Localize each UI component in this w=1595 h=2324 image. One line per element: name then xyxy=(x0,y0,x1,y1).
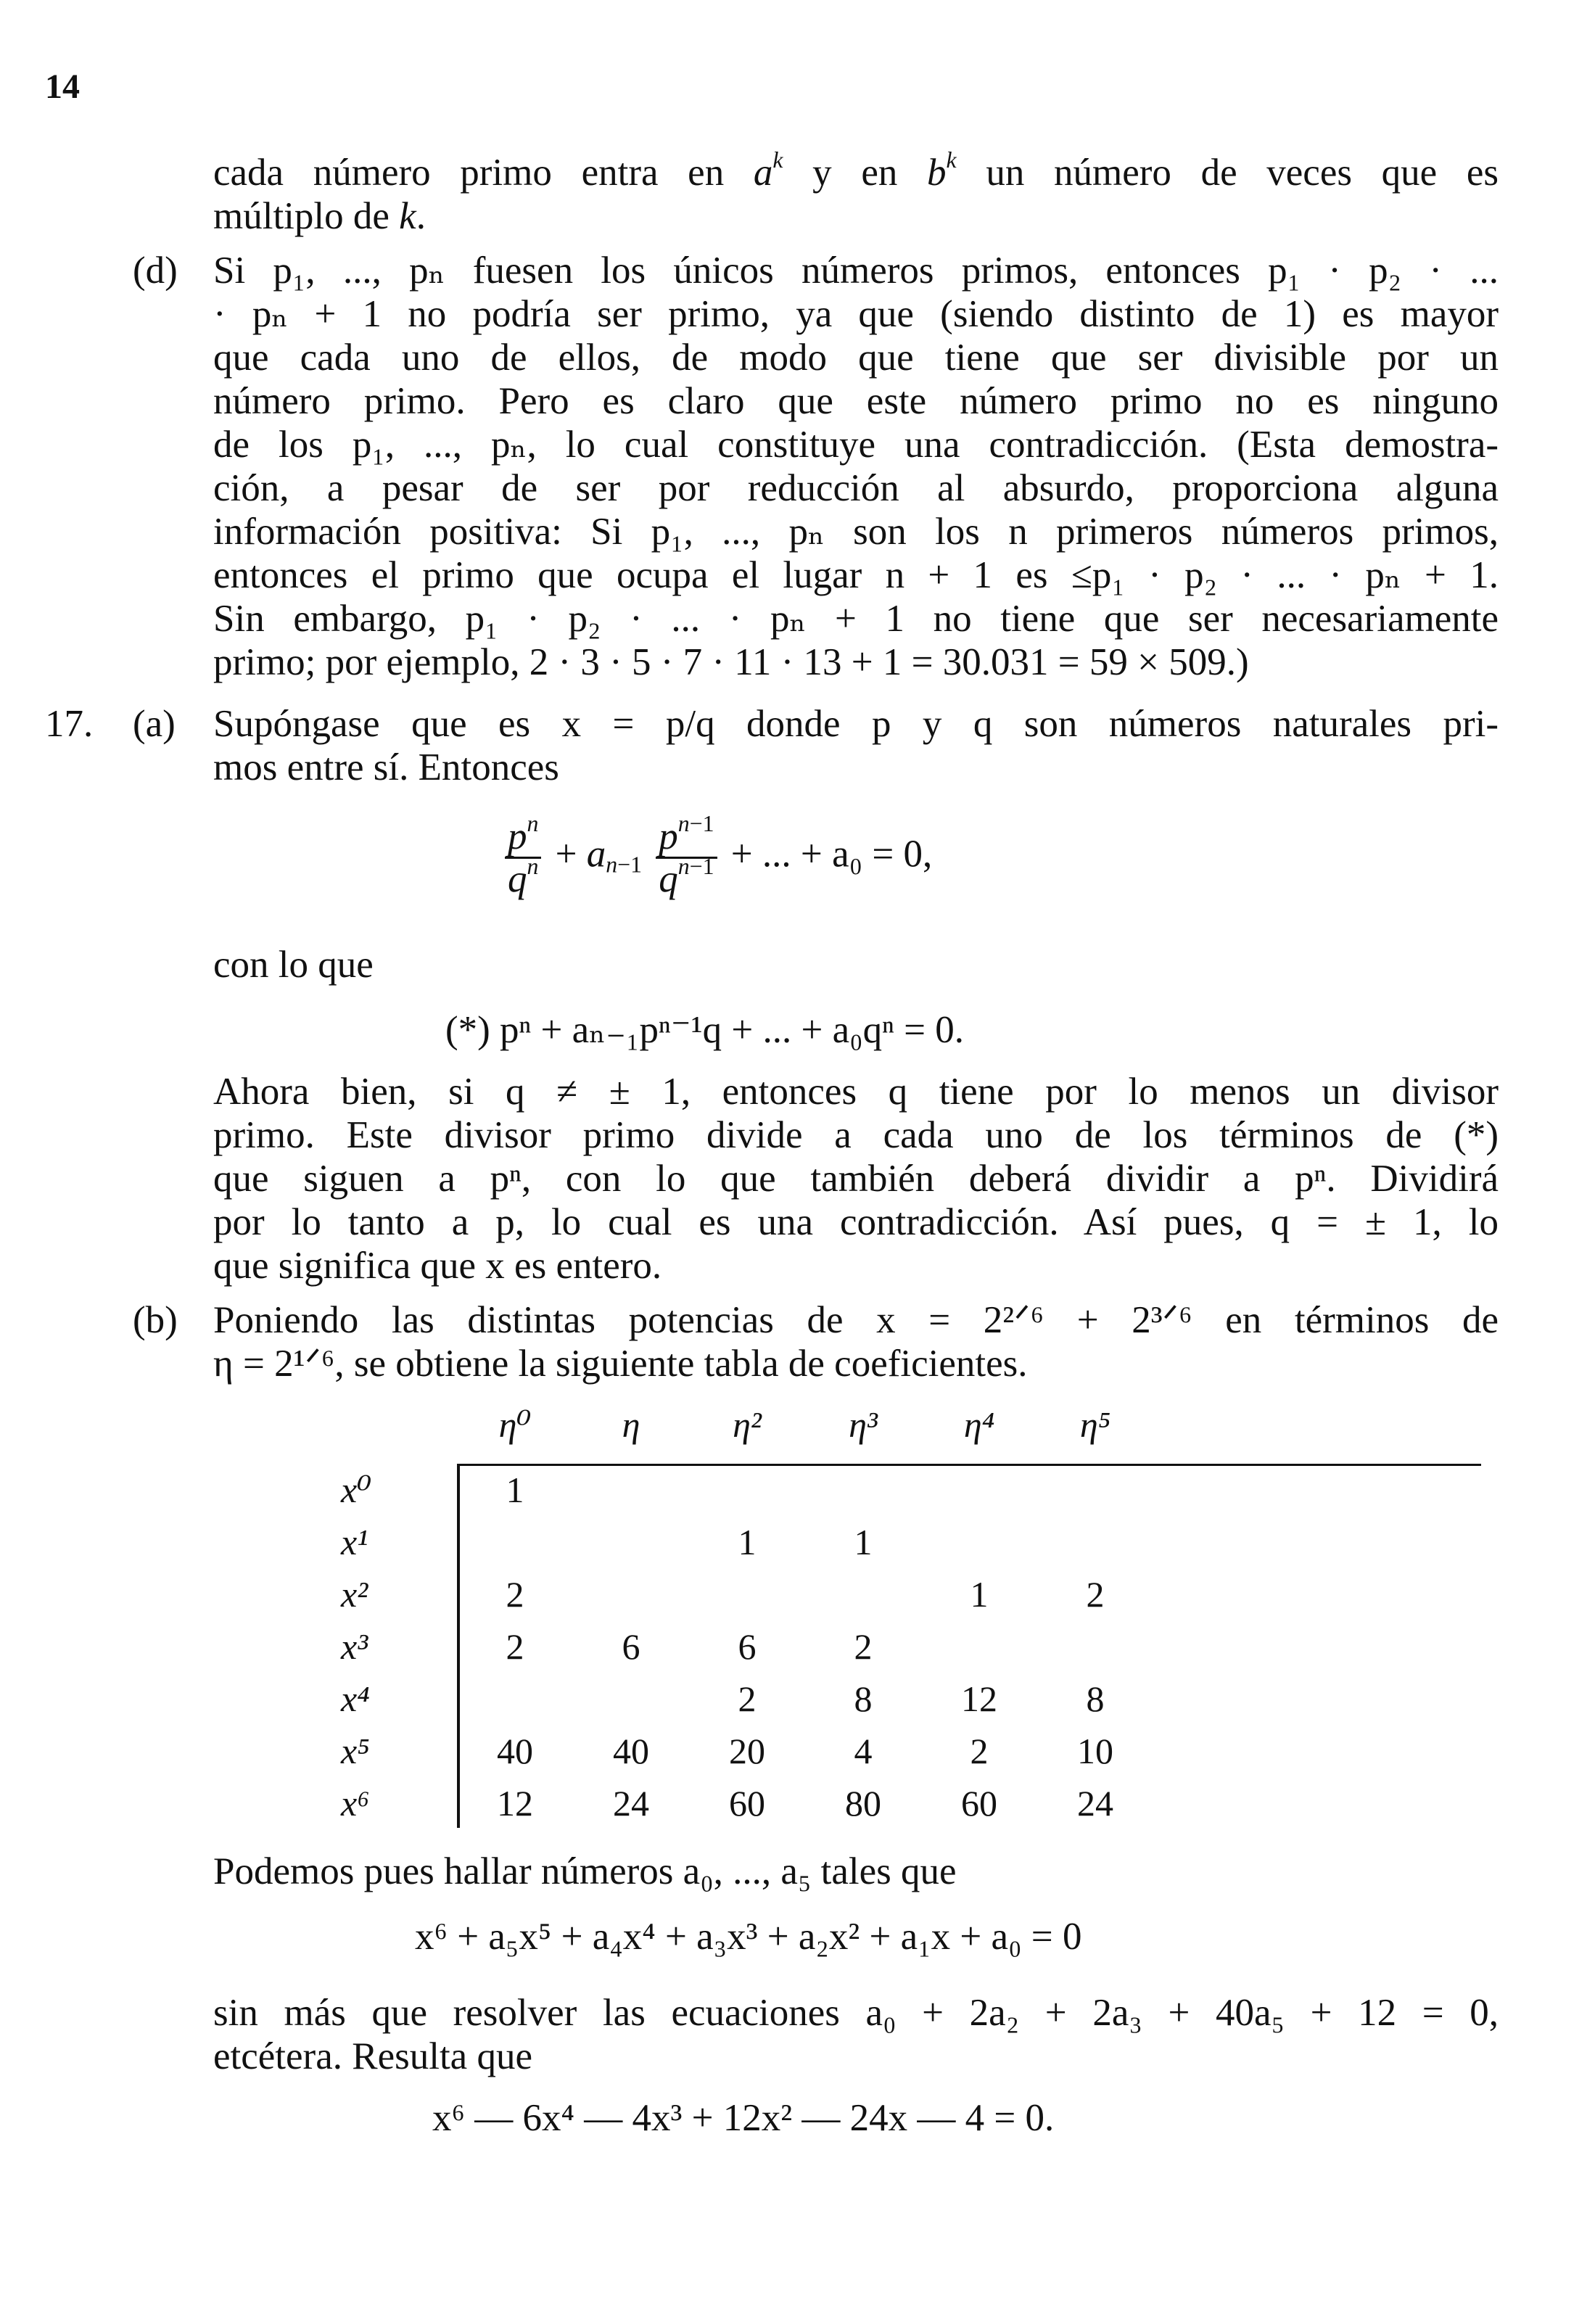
table-cell xyxy=(689,1568,805,1620)
table-cell xyxy=(573,1516,689,1568)
table-cell: 1 xyxy=(854,1522,873,1562)
table-row-label: x³ xyxy=(341,1626,368,1667)
table-cell: 12 xyxy=(497,1783,533,1824)
problem-17-number: 17. xyxy=(45,703,94,745)
table-cell xyxy=(573,1673,689,1725)
table-cell xyxy=(921,1620,1037,1673)
table-cell: 4 xyxy=(854,1731,873,1771)
table-cell xyxy=(573,1464,689,1516)
fraction-p-n-over-q-n: $\frac{p^n}{q^n}$ xyxy=(505,816,541,899)
table-row xyxy=(341,1777,1153,1829)
table-cell: 24 xyxy=(613,1783,649,1824)
table-cell: 1 xyxy=(970,1574,989,1615)
table-cell: 40 xyxy=(497,1731,533,1771)
table-col-header: η⁰ xyxy=(498,1404,532,1445)
table-row xyxy=(341,1725,1153,1777)
part-d-line-8: entonces el primo que ocupa el lugar n + 1 es ≤p₁ · p₂ · ... · pₙ + 1. xyxy=(213,554,1499,596)
part-b-line-1: Poniendo las distintas potencias de x = 2²ᐟ⁶ + 2³ᐟ⁶ en términos de xyxy=(213,1299,1499,1341)
table-row-label: x⁶ xyxy=(341,1783,370,1824)
part-d-line-5: de los p₁, ..., pₙ, lo cual constituye una contradicción. (Esta demostra- xyxy=(213,424,1499,466)
table-cell xyxy=(805,1464,921,1516)
con-lo-que: con lo que xyxy=(213,944,374,986)
part-d-line-2: · pₙ + 1 no podría ser primo, ya que (siendo distinto de 1) es mayor xyxy=(213,293,1499,335)
part-d-line-1: Si p₁, ..., pₙ fuesen los únicos números primos, entonces p₁ · p₂ · ... xyxy=(213,250,1499,292)
part-b-label: (b) xyxy=(133,1299,178,1341)
part-b-line-c-1: sin más que resolver las ecuaciones a₀ + 2a₂ + 2a₃ + 40a₅ + 12 = 0, xyxy=(213,1992,1499,2034)
part-a-label: (a) xyxy=(133,703,176,745)
table-cell: 2 xyxy=(506,1626,524,1667)
equation-3: x⁶ + a₅x⁵ + a₄x⁴ + a₃x³ + a₂x² + a₁x + a₀ = 0 xyxy=(415,1916,1082,1958)
table-row-label: x² xyxy=(341,1574,368,1615)
table-row-label: x¹ xyxy=(341,1522,368,1562)
table-row xyxy=(341,1516,1153,1568)
table-cell xyxy=(689,1464,805,1516)
after-table-text: Podemos pues hallar números a₀, ..., a₅ tales que xyxy=(213,1850,957,1892)
part-a-line-b-5: que significa que x es entero. xyxy=(213,1245,662,1287)
table-row xyxy=(341,1568,1153,1620)
table-col-header: η² xyxy=(733,1404,762,1445)
table-cell: 60 xyxy=(729,1783,765,1824)
table-cell: 20 xyxy=(729,1731,765,1771)
table-cell: 8 xyxy=(854,1678,873,1719)
equation-4: x⁶ — 6x⁴ — 4x³ + 12x² — 24x — 4 = 0. xyxy=(432,2097,1055,2139)
table-cell xyxy=(457,1673,573,1725)
part-a-line-1: Supóngase que es x = p/q donde p y q son números naturales pri- xyxy=(213,703,1499,745)
table-cell xyxy=(457,1516,573,1568)
part-a-line-b-1: Ahora bien, si q ≠ ± 1, entonces q tiene por lo menos un divisor xyxy=(213,1071,1499,1113)
table-cell: 12 xyxy=(961,1678,997,1719)
part-a-line-2: mos entre sí. Entonces xyxy=(213,746,559,788)
intro-line-2: múltiplo de k. xyxy=(213,195,426,237)
table-row xyxy=(341,1673,1153,1725)
part-d-label: (d) xyxy=(133,250,178,292)
table-cell xyxy=(1037,1620,1153,1673)
part-d-line-9: Sin embargo, p₁ · p₂ · ... · pₙ + 1 no tiene que ser necesariamente xyxy=(213,598,1499,640)
table-row-label: x⁴ xyxy=(341,1678,370,1719)
table-row xyxy=(341,1464,1153,1516)
table-cell: 2 xyxy=(1086,1574,1105,1615)
part-a-line-b-2: primo. Este divisor primo divide a cada uno de los términos de (*) xyxy=(213,1114,1499,1156)
coefficient-table xyxy=(341,1398,1153,1829)
part-d-line-6: ción, a pesar de ser por reducción al absurdo, proporciona alguna xyxy=(213,467,1499,509)
table-cell: 8 xyxy=(1086,1678,1105,1719)
table-cell xyxy=(1037,1464,1153,1516)
equation-1: $\frac{p^n}{q^n}$ + $a_{n-1}$ $\frac{p^{n-1}}{q^{n-1}}$ + ... + a₀ = 0, xyxy=(500,816,932,899)
table-cell: 24 xyxy=(1077,1783,1113,1824)
table-row xyxy=(341,1620,1153,1673)
table-col-header: η xyxy=(622,1404,640,1445)
table-cell xyxy=(573,1568,689,1620)
table-cell xyxy=(805,1568,921,1620)
table-cell xyxy=(921,1464,1037,1516)
table-row-label: x⁵ xyxy=(341,1731,370,1771)
intro-line-1: cada número primo entra en $a^k$ y en $b^k$ un número de veces que es xyxy=(213,147,1499,194)
table-col-header: η³ xyxy=(849,1404,878,1445)
part-d-line-10: primo; por ejemplo, 2 · 3 · 5 · 7 · 11 · 13 + 1 = 30.031 = 59 × 509.) xyxy=(213,641,1249,683)
page-number: 14 xyxy=(45,67,80,106)
table-cell: 2 xyxy=(506,1574,524,1615)
table-cell: 80 xyxy=(845,1783,881,1824)
part-b-line-2: η = 2¹ᐟ⁶, se obtiene la siguiente tabla de coeficientes. xyxy=(213,1343,1028,1385)
table-row-label: x⁰ xyxy=(341,1470,372,1510)
table-col-header: η⁴ xyxy=(963,1404,995,1445)
table-cell xyxy=(1037,1516,1153,1568)
part-a-line-b-4: por lo tanto a p, lo cual es una contradicción. Así pues, q = ± 1, lo xyxy=(213,1201,1499,1243)
table-cell: 1 xyxy=(738,1522,757,1562)
table-cell: 1 xyxy=(506,1470,524,1510)
table-cell: 60 xyxy=(961,1783,997,1824)
part-a-line-b-3: que siguen a pⁿ, con lo que también deberá dividir a pⁿ. Dividirá xyxy=(213,1158,1499,1200)
table-cell: 2 xyxy=(854,1626,873,1667)
fraction-p-n1-over-q-n1: $\frac{p^{n-1}}{q^{n-1}}$ xyxy=(656,816,717,899)
table-cell: 2 xyxy=(970,1731,989,1771)
table-cell: 2 xyxy=(738,1678,757,1719)
part-d-line-7: información positiva: Si p₁, ..., pₙ son los n primeros números primos, xyxy=(213,511,1499,553)
part-d-line-4: número primo. Pero es claro que este número primo no es ninguno xyxy=(213,380,1499,422)
equation-2: (*) pⁿ + aₙ₋₁pⁿ⁻¹q + ... + a₀qⁿ = 0. xyxy=(445,1009,964,1051)
table-cell: 6 xyxy=(738,1626,757,1667)
part-b-line-c-2: etcétera. Resulta que xyxy=(213,2035,532,2077)
part-d-line-3: que cada uno de ellos, de modo que tiene que ser divisible por un xyxy=(213,337,1499,379)
table-col-header: η⁵ xyxy=(1079,1404,1111,1445)
equation-1-tail: + ... + a₀ = 0, xyxy=(730,833,933,875)
table-corner xyxy=(341,1398,457,1464)
table-cell xyxy=(921,1516,1037,1568)
table-cell: 40 xyxy=(613,1731,649,1771)
table-cell: 10 xyxy=(1077,1731,1113,1771)
table-cell: 6 xyxy=(622,1626,640,1667)
